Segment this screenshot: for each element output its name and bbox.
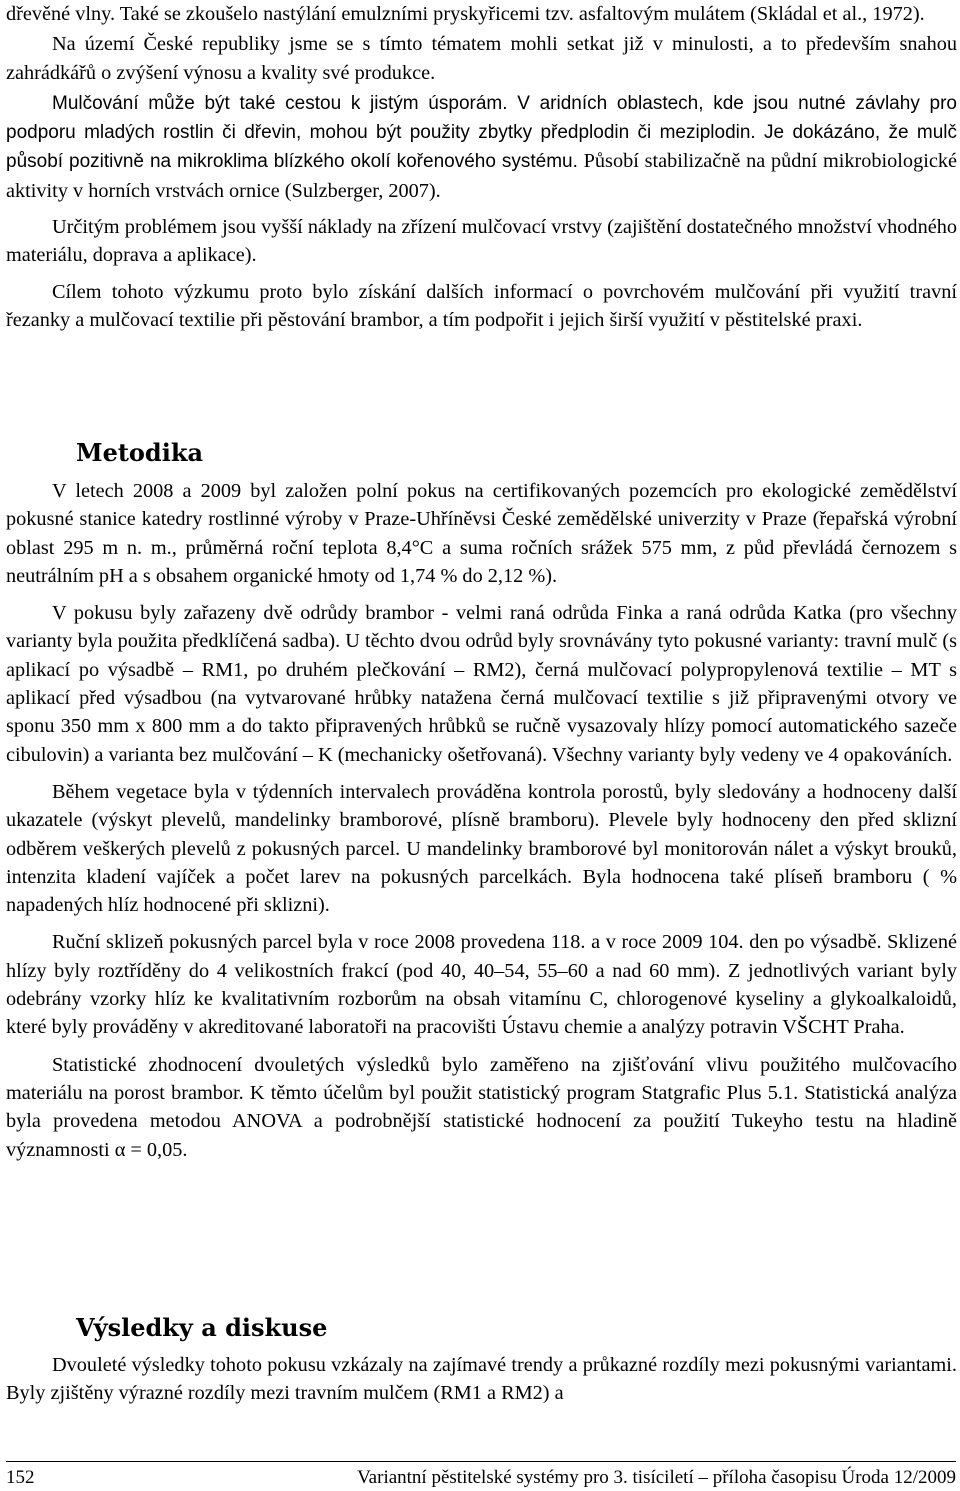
intro-paragraph-savings xyxy=(6,89,957,205)
intro-paragraph-history: Na území České republiky jsme se s tímto tématem mohli setkat již v minulosti, a to především snahou zahrádkářů o zvýšení výnosu a kvality své produkce. xyxy=(6,33,957,84)
savings-text: Mulčování může být také cestou k jistým úsporám. V aridních oblastech, kde jsou nutné závlahy pro podporu mladých rostlin či dřevin, mohou být použity zbytky předplodin či meziplodin. Je dokázáno, že mulč působí pozitivně na mikroklima blízkého okolí kořenového systému. xyxy=(6,92,957,173)
intro-paragraph-costs: Určitým problémem jsou vyšší náklady na zřízení mulčovací vrstvy (zajištění dostatečného množství vhodného materiálu, doprava a aplikace). xyxy=(6,216,957,267)
metodika-paragraph-statistics: Statistické zhodnocení dvouletých výsledků bylo zaměřeno na zjišťování vlivu použitého mulčovacího materiálu na porost brambor. K těmto účelům byl použit statistický program Statgrafic Plus 5.1. Statistická analýza byla provedena metodou ANOVA a podrobnější statistické hodnocení za použití Tukeyho testu na hladině významnosti α = 0,05. xyxy=(6,1053,957,1161)
metodika-paragraph-harvest: Ruční sklizeň pokusných parcel byla v roce 2008 provedena 118. a v roce 2009 104. den po výsadbě. Sklizené hlízy byly roztříděny do 4 velikostních frakcí (pod 40, 40–54, 55–60 a nad 60 mm). Z jednotlivých variant byly odebrány vzorky hlíz ke kvalitativním rozborům na obsah vitamínu C, chlorogenové kyseliny a glykoalkaloidů, které byly prováděny v akreditované laboratoři na pracovišti Ústavu chemie a analýzy potravin VŠCHT Praha. xyxy=(6,931,957,1039)
intro-paragraph-goal: Cílem tohoto výzkumu proto bylo získání dalších informací o povrchovém mulčování při využití travní řezanky a mulčovací textilie při pěstování brambor, a tím podpořit i jejich širší využití v pěstitelské praxi. xyxy=(6,280,957,331)
metodika-section xyxy=(6,477,957,1164)
section-heading-vysledky: Výsledky a diskuse xyxy=(76,1313,328,1342)
intro-paragraph-continued: dřevěné vlny. Také se zkoušelo nastýlání emulzními pryskyřicemi tzv. asfaltovým mulátem (Skládal et al., 1972). xyxy=(6,3,925,25)
footer-divider xyxy=(6,1461,956,1462)
page-number: 152 xyxy=(6,1467,35,1488)
intro-section xyxy=(6,0,957,334)
metodika-paragraph-site: V letech 2008 a 2009 byl založen polní pokus na certifikovaných pozemcích pro ekologické zemědělství pokusné stanice katedry rostlinné výroby v Praze-Uhříněvsi České zemědělské univerzity v Praze (řepařská výrobní oblast 295 m n. m., průměrná roční teplota 8,4°C a suma ročních srážek 575 mm, z půd převládá černozem s neutrálním pH a s obsahem organické hmoty od 1,74 % do 2,12 %). xyxy=(6,480,957,587)
vysledky-paragraph-intro: Dvouleté výsledky tohoto pokusu vzkázaly na zajímavé trendy a průkazné rozdíly mezi pokusnými variantami. Byly zjištěny výrazné rozdíly mezi travním mulčem (RM1 a RM2) a xyxy=(6,1354,957,1405)
vysledky-section xyxy=(6,1351,957,1408)
metodika-paragraph-variants: V pokusu byly zařazeny dvě odrůdy brambor - velmi raná odrůda Finka a raná odrůda Katka (pro všechny varianty byla použita předklíčená sadba). U těchto dvou odrůd byly srovnávány tyto pokusné varianty: travní mulč (s aplikací po výsadbě – RM1, po druhém plečkování – RM2), černá mulčovací polypropylenová textilie – MT s aplikací před výsadbou (na vytvarované hrůbky natažena černá mulčovací textilie s již připravenými otvory ve sponu 350 mm x 800 mm a do takto připravených hrůbků se ručně vysazovaly hlízy pomocí automatického sazeče cibulovin) a varianta bez mulčování – K (mechanicky ošetřovaná). Všechny varianty byly vedeny ve 4 opakováních. xyxy=(6,602,957,766)
metodika-paragraph-vegetation: Během vegetace byla v týdenních intervalech prováděna kontrola porostů, byly sledovány a hodnoceny další ukazatele (výskyt plevelů, mandelinky bramborové, plísně bramboru). Plevele byly hodnoceny den před sklizní odběrem veškerých plevelů z pokusných parcel. U mandelinky bramborové byl monitorován nálet a výskyt brouků, intenzita kladení vajíček a počet larev na pokusných parcelkách. Byla hodnocena také plíseň bramboru ( % napadených hlíz hodnocené při sklizni). xyxy=(6,780,957,917)
savings-text-continued: Působí stabilizačně na půdní mikrobiologické aktivity v horních vrstvách ornice (Sulzberger, 2007). xyxy=(6,150,957,202)
section-heading-metodika: Metodika xyxy=(76,438,204,467)
publication-title: Variantní pěstitelské systémy pro 3. tisíciletí – příloha časopisu Úroda 12/2009 xyxy=(357,1467,956,1488)
